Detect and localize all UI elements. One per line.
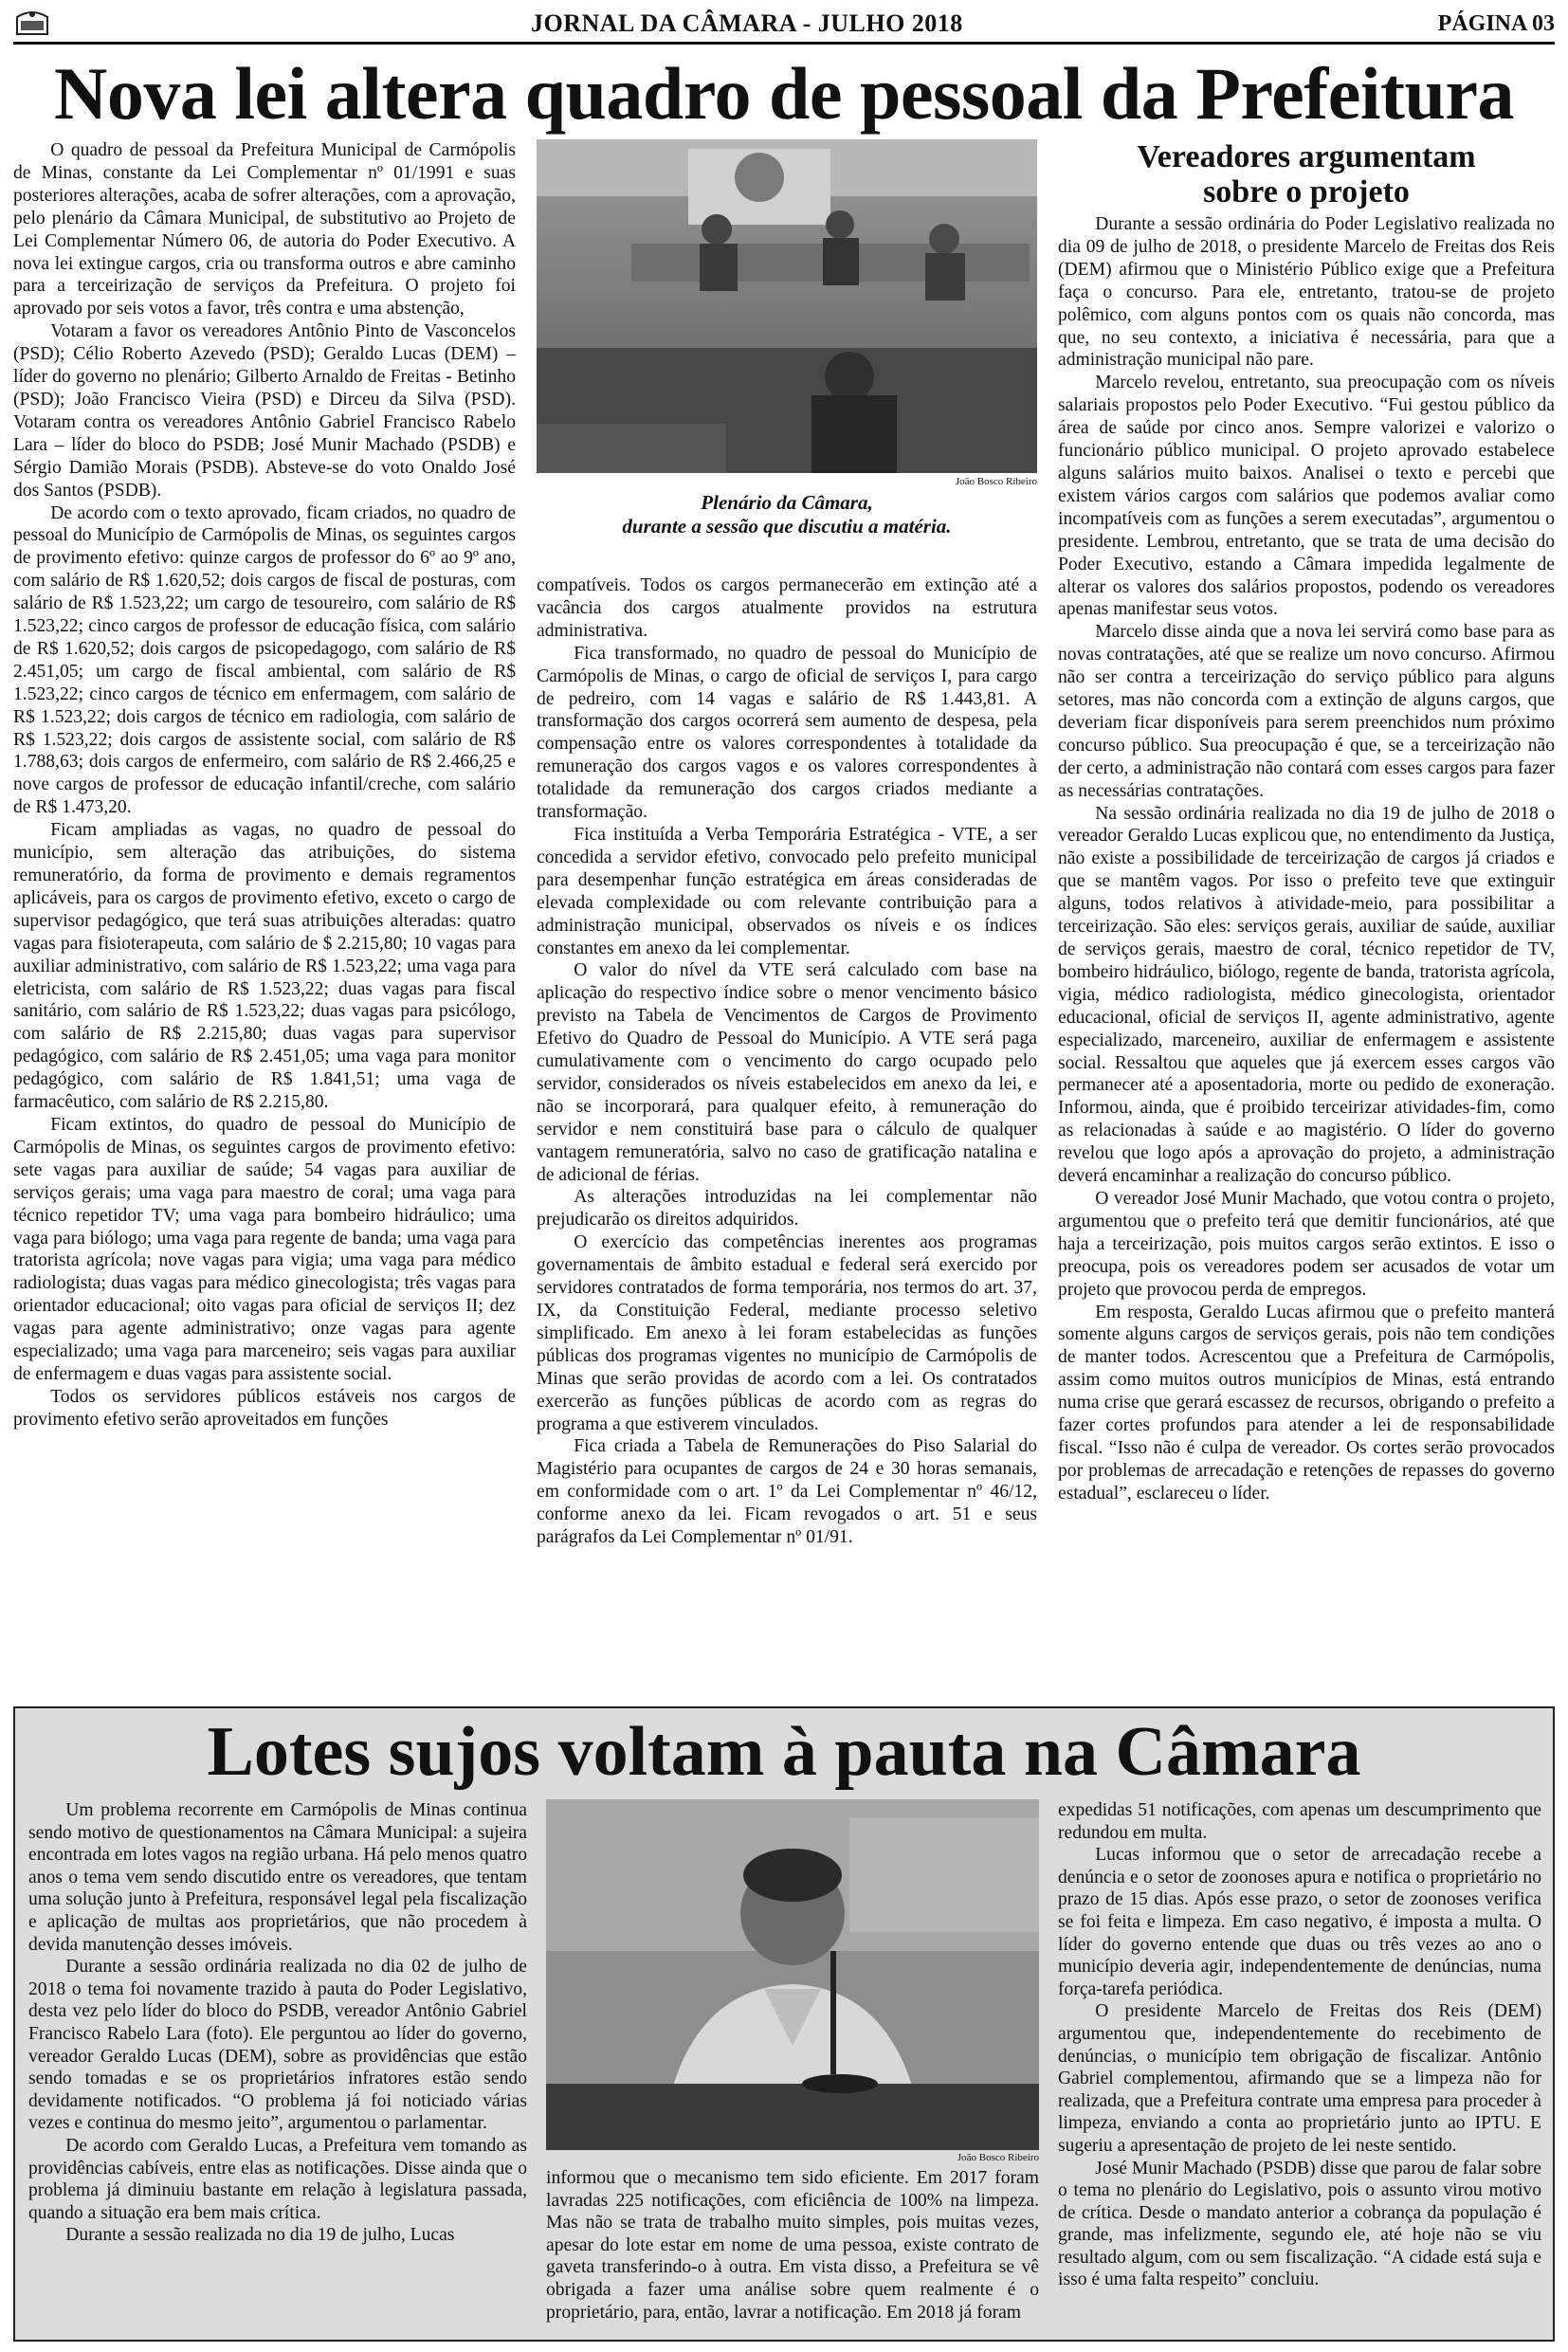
article1-column-1 [13, 139, 516, 1431]
article2-column-3 [1058, 1799, 1541, 2291]
paragraph: informou que o mecanismo tem sido eficiente. Em 2017 foram lavradas 225 notificações, com eficiência de 100% na limpeza. Mas não se trata de trabalho muito simples, pois muitas vezes, apesar do lote estar em nome de uma pessoa, existe contrato de gaveta transferindo-o à outra. Em vista disso, a Prefeitura se vê obrigada a fazer uma análise sobre quem realmente é o proprietário, para, então, lavrar a notificação. Em 2018 já foram [546, 2168, 1039, 2323]
sidebar-heading-line: sobre o projeto [1203, 174, 1410, 210]
paragraph: Em resposta, Geraldo Lucas afirmou que o prefeito manterá somente alguns cargos de serviços gerais, pois não tem condições de manter todos. Acrescentou que a Prefeitura de Carmópolis, assim como muitos outros municípios de Minas, está entrando numa crise que gerará escassez de recursos, obrigando o prefeito a fazer cortes profundos para atender a lei de responsabilidade fiscal. “Isso não é culpa de vereador. Os cortes serão provocados por problemas de arrecadação e retenções de repasses do governo estadual”, esclareceu o líder. [1058, 1302, 1555, 1504]
page-number: PÁGINA 03 [1437, 11, 1555, 36]
paragraph: Todos os servidores públicos estáveis nos cargos de provimento efetivo serão aproveitados em funções [13, 1386, 516, 1430]
paragraph: Fica transformado, no quadro de pessoal do Município de Carmópolis de Minas, o cargo de oficial de serviços I, para cargo de pedreiro, com 14 vagas e salário de R$ 1.443,81. A transformação dos cargos ocorrerá sem aumento de despesa, pela compensação entre os valores correspondentes à totalidade da remuneração dos cargos vagos e os valores correspondentes à totalidade da remuneração dos cargos criados mediante a transformação. [537, 643, 1037, 823]
paragraph: Um problema recorrente em Carmópolis de Minas continua sendo motivo de questionamentos na Câmara Municipal: a sujeira encontrada em lotes vagos na região urbana. Há pelo menos quatro anos o tema vem sendo discutido entre os vereadores, que tentam uma solução junto à Prefeitura, responsável legal pela fiscalização e aplicação de multas aos proprietários, que não procedem à devida manutenção desses imóveis. [28, 1800, 527, 1955]
paragraph: Ficam extintos, do quadro de pessoal do Município de Carmópolis de Minas, os seguintes cargos de provimento efetivo: sete vagas para auxiliar de saúde; 54 vagas para auxiliar de serviços gerais; uma vaga para maestro de coral; uma vaga para técnico repetidor TV; uma vaga para bombeiro hidráulico; uma vaga para biólogo; uma vaga para regente de banda; uma vaga para tratorista agrícola; nove vagas para vigia; uma vaga para médico radiologista; duas vagas para médico ginecologista; três vagas para orientador educacional; oito vagas para oficial de serviços II; dez vagas para agente administrativo; onze vagas para agente especializado; uma vaga para marceneiro; seis vagas para auxiliar de enfermagem e duas vagas para assistente social. [13, 1114, 516, 1384]
photo-caption [537, 491, 1037, 538]
article2-column-1 [28, 1799, 527, 2247]
paragraph: Ficam ampliadas as vagas, no quadro de pessoal do município, sem alteração das atribuições, do sistema remuneratório, da forma de provimento e demais regramentos aplicáveis, para os cargos de provimento efetivo, exceto o cargo de supervisor pedagógico, que terá suas atribuições alteradas: quatro vagas para fisioterapeuta, com salário de $ 2.215,80; 10 vagas para auxiliar administrativo, com salário de R$ 1.523,22; uma vaga para eletricista, com salário de R$ 1.523,22; duas vagas para fiscal sanitário, com salário de R$ 1.523,22; duas vagas para psicólogo, com salário de R$ 2.215,80; duas vagas para supervisor pedagógico, com salário de R$ 2.451,05; uma vaga para monitor pedagógico, com salário de R$ 1.841,51; uma vaga de farmacêutico, com salário de R$ 2.215,80. [13, 820, 516, 1113]
journal-title: JORNAL DA CÂMARA - JULHO 2018 [531, 9, 963, 37]
paragraph: Lucas informou que o setor de arrecadação recebe a denúncia e o setor de zoonoses apura e notifica o proprietário no prazo de 15 dias. Após esse prazo, o setor de zoonoses verifica se foi feita e limpeza. Em caso negativo, é imposta a multa. O líder do governo entende que duas ou três vezes ao ano o município deveria agir, independentemente de denúncias, numa força-tarefa periódica. [1058, 1845, 1541, 1999]
article2-headline: Lotes sujos voltam à pauta na Câmara [207, 1713, 1361, 1791]
city-seal-icon [13, 6, 51, 38]
paragraph: De acordo com Geraldo Lucas, a Prefeitura vem tomando as providências cabíveis, entre elas as notificações. Disse ainda que o problema já diminuiu bastante em relação à legislatura passada, quando a situação era bem mais crítica. [28, 2135, 527, 2223]
article2-column-2 [546, 2167, 1039, 2324]
paragraph: Durante a sessão ordinária do Poder Legislativo realizada no dia 09 de julho de 2018, o presidente Marcelo de Freitas dos Reis (DEM) afirmou que o Ministério Público exige que a Prefeitura faça o concurso. Para ele, entretanto, tratou-se de projeto polêmico, com alguns pontos com os quais não concorda, mas que, no seu contexto, a iniciativa é necessária, para que a administração municipal não pare. [1058, 214, 1555, 371]
councilman-photo [546, 1799, 1039, 2150]
paragraph: Na sessão ordinária realizada no dia 19 de julho de 2018 o vereador Geraldo Lucas explicou que, no entendimento da Justiça, não existe a possibilidade de terceirização de cargos já criados e que se mantêm vagos. Por isso o prefeito teve que extinguir alguns, todos relativos à atividade-meio, para possibilitar a terceirização. São eles: serviços gerais, auxiliar de saúde, auxiliar de serviços gerais, maestro de coral, técnico repetidor de TV, bombeiro hidráulico, biólogo, regente de banda, tratorista agrícola, vigia, médico radiologista, médico ginecologista, orientador educacional, oficial de serviços II, agente administrativo, agente especializado, marceneiro, auxiliar de enfermagem e assistente social. Ressaltou que aqueles que já exercem esses cargos vão permanecer até a aposentadoria, morte ou pedido de exoneração. Informou, ainda, que é proibido terceirizar atividades-fim, como as relacionadas à saúde e ao magistério. O líder do governo revelou que logo após a aprovação do projeto, a administração deverá encaminhar a realização do concurso público. [1058, 803, 1555, 1187]
paragraph: Durante a sessão ordinária realizada no dia 02 de julho de 2018 o tema foi novamente trazido à pauta do Poder Legislativo, desta vez pelo líder do bloco do PSDB, vereador Antônio Gabriel Francisco Rabelo Lara (foto). Ele perguntou ao líder do governo, vereador Geraldo Lucas (DEM), sobre as providências que estão sendo tomadas e se os proprietários infratores estão sendo devidamente notificados. “O problema já foi noticiado várias vezes e continua do mesmo jeito”, argumentou o parlamentar. [28, 1957, 527, 2134]
header-rule [13, 42, 1555, 45]
paragraph: O vereador José Munir Machado, que votou contra o projeto, argumentou que o prefeito terá que demitir funcionários, até que haja a terceirização, pois muitos cargos serão extintos. E isso o preocupa, pois os vereadores podem ser acusados de votar um projeto que provocou perda de empregos. [1058, 1188, 1555, 1300]
paragraph: Marcelo disse ainda que a nova lei servirá como base para as novas contratações, até que se realize um novo concurso. Afirmou não ser contra a terceirização do serviço público para alguns setores, mas não concorda com a extinção de alguns cargos, que deveriam ficar disponíveis para serem preenchidos num próximo concurso público. Sua preocupação é que, se a terceirização não der certo, a administração não contará com esses cargos para fazer as necessárias contratações. [1058, 622, 1555, 801]
paragraph: O exercício das competências inerentes aos programas governamentais de âmbito estadual e federal será exercido por servidores contratados de forma temporária, nos termos do art. 37, IX, da Constituição Federal, mediante processo seletivo simplificado. Em anexo à lei foram estabelecidas as funções públicas dos programas vigentes no município de Carmópolis de Minas que serão providas de acordo com a lei. Os contratados exercerão as funções públicas de acordo com as regras do programa a que estiverem vinculados. [537, 1232, 1037, 1434]
sidebar-column [1058, 213, 1555, 1505]
paragraph: Fica criada a Tabela de Remunerações do Piso Salarial do Magistério para ocupantes de cargos de 24 e 30 horas semanais, em conformidade com o art. 1º da Lei Complementar nº 46/12, conforme anexo da lei. Ficam revogados o art. 51 e seus parágrafos da Lei Complementar nº 01/91. [537, 1436, 1037, 1548]
plenary-photo [537, 139, 1037, 473]
paragraph: O valor do nível da VTE será calculado com base na aplicação do respectivo índice sobre o menor vencimento básico previsto na Tabela de Vencimentos de Cargos de Provimento Efetivo do Quadro de Pessoal do Município. A VTE será paga cumulativamente com o vencimento do cargo ocupado pelo servidor, considerados os níveis estabelecidos em anexo da lei, e não se incorporará, para qualquer efeito, à remuneração do servidor e nem constituirá base para o cálculo de qualquer vantagem remuneratória, salvo no caso de gratificação natalina e de adicional de férias. [537, 960, 1037, 1185]
sidebar-heading [1058, 139, 1555, 210]
paragraph: O quadro de pessoal da Prefeitura Municipal de Carmópolis de Minas, constante da Lei Complementar nº 01/1991 e suas posteriores alterações, acaba de sofrer alterações, com a aprovação, pelo plenário da Câmara Municipal, de substitutivo ao Projeto de Lei Complementar Número 06, de autoria do Poder Executivo. A nova lei extingue cargos, cria ou transforma outros e abre caminho para a terceirização de serviços da Prefeitura. O projeto foi aprovado por seis votos a favor, três contra e uma abstenção, [13, 140, 516, 319]
paragraph: expedidas 51 notificações, com apenas um descumprimento que redundou em multa. [1058, 1800, 1541, 1843]
paragraph: compatíveis. Todos os cargos permanecerão em extinção até a vacância dos cargos atualmente providos na estrutura administrativa. [537, 575, 1037, 641]
paragraph: As alterações introduzidas na lei complementar não prejudicarão os direitos adquiridos. [537, 1187, 1037, 1231]
photo-credit: João Bosco Ribeiro [957, 2152, 1039, 2163]
caption-line: Plenário da Câmara, [701, 491, 873, 514]
paragraph: De acordo com o texto aprovado, ficam criados, no quadro de pessoal do Município de Carmópolis de Minas, os seguintes cargos de provimento efetivo: quinze cargos de professor do 6º ao 9º ano, com salário de R$ 1.620,52; dois cargos de fiscal de posturas, com salário de R$ 1.523,22; um cargo de tesoureiro, com salário de R$ 1.523,22; cinco cargos de professor de educação física, com salário de R$ 1.620,52; dois cargos de psicopedagogo, com salário de R$ 2.451,05; um cargo de fiscal ambiental, com salário de R$ 1.523,22; cinco cargos de técnico em enfermagem, com salário de R$ 1.523,22; dois cargos de técnico em radiologia, com salário de R$ 1.523,22; dois cargos de assistente social, com salário de R$ 1.788,63; dois cargos de enfermeiro, com salário de R$ 2.466,25 e nove cargos de professor de educação infantil/creche, com salário de R$ 1.473,20. [13, 502, 516, 818]
paragraph: Durante a sessão realizada no dia 19 de julho, Lucas [65, 2225, 455, 2246]
paragraph: O presidente Marcelo de Freitas dos Reis (DEM) argumentou que, independentemente do recebimento de denúncias, o município tem obrigação de fiscalizar. Antônio Gabriel complementou, afirmando que se a limpeza não for realizada, que a Prefeitura contrate uma empresa para proceder à limpeza, enviando a conta ao proprietário junto ao IPTU. E sugeriu a apresentação de projeto de lei neste sentido. [1058, 2001, 1541, 2156]
paragraph: Votaram a favor os vereadores Antônio Pinto de Vasconcelos (PSD); Célio Roberto Azevedo (PSD); Geraldo Lucas (DEM) – líder do governo no plenário; Gilberto Arnaldo de Freitas - Betinho (PSD); João Francisco Vieira (PSD) e Dirceu da Silva (PSD). Votaram contra os vereadores Antônio Gabriel Francisco Rabelo Lara – líder do bloco do PSDB; José Munir Machado (PSDB) e Sérgio Damião Morais (PSDB). Absteve-se do voto Onaldo José dos Santos (PSDB). [13, 321, 516, 501]
paragraph: José Munir Machado (PSDB) disse que parou de falar sobre o tema no plenário do Legislativo, pois o assunto virou motivo de crítica. Desde o mandato anterior a cobrança da população é grande, mas infelizmente, segundo ele, até hoje não se viu resultado algum, com ou sem fiscalização. “A cidade está suja e isso é uma falta respeito” concluiu. [1058, 2158, 1541, 2290]
paragraph: Marcelo revelou, entretanto, sua preocupação com os níveis salariais propostos pelo Poder Executivo. “Fui gestou público da área de saúde por cinco anos. Sempre valorizei e valorizo o funcionário público municipal. O projeto aprovado estabelece alguns salários muito baixos. Analisei o texto e percebi que existem vários cargos com salários que podemos avaliar como incompatíveis com as funções a serem executadas”, argumentou o presidente. Lembrou, entretanto, que se trata de uma decisão do Poder Executivo, estando a Câmara impedida legalmente de alterar os valores dos salários propostos, podendo os vereadores apenas manifestar seus votos. [1058, 373, 1555, 620]
article1-headline: Nova lei altera quadro de pessoal da Prefeitura [53, 52, 1514, 135]
paragraph: Fica instituída a Verba Temporária Estratégica - VTE, a ser concedida a servidor efetivo, convocado pelo prefeito municipal para desempenhar função estratégica em áreas consideradas de elevada complexidade ou com relevante contribuição para a administração municipal, observados os níveis e os índices constantes em anexo da lei complementar. [537, 824, 1037, 958]
caption-line: durante a sessão que discutiu a matéria. [622, 515, 952, 538]
article1-column-2 [537, 574, 1037, 1549]
sidebar-heading-line: Vereadores argumentam [1137, 139, 1476, 174]
photo-credit: João Bosco Ribeiro [955, 476, 1037, 487]
